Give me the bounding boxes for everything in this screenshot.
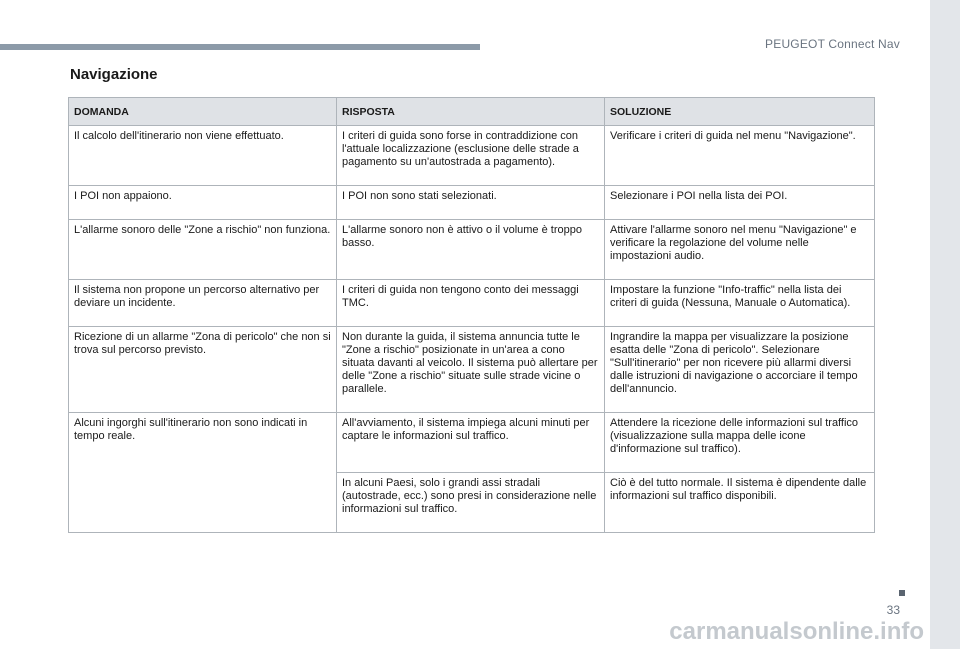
table-row [69,327,875,413]
brand-label: PEUGEOT Connect Nav [765,37,900,51]
answer-cell: All'avviamento, il sistema impiega alcuni minuti per captare le informazioni sul traffico. [337,413,605,473]
solution-cell: Attivare l'allarme sonoro nel menu "Navigazione" e verificare la regolazione del volume nelle impostazioni audio. [605,220,875,280]
page-number: 33 [886,603,900,617]
table-row [69,220,875,280]
header-rule [0,44,480,50]
question-cell: L'allarme sonoro delle "Zone a rischio" non funziona. [69,220,337,280]
answer-cell: In alcuni Paesi, solo i grandi assi stradali (autostrade, ecc.) sono presi in considerazione nelle informazioni sul traffico. [337,473,605,533]
troubleshooting-table [68,97,875,533]
question-cell: Alcuni ingorghi sull'itinerario non sono indicati in tempo reale. [69,413,337,473]
table-row [69,473,875,533]
table-row [69,186,875,220]
question-cell: I POI non appaiono. [69,186,337,220]
watermark: carmanualsonline.info [669,618,924,645]
column-header-question: DOMANDA [69,98,337,126]
answer-cell: I criteri di guida non tengono conto dei messaggi TMC. [337,280,605,327]
section-marker-icon [899,590,905,596]
question-cell: Il sistema non propone un percorso alternativo per deviare un incidente. [69,280,337,327]
table-header-row [69,98,875,126]
answer-cell: I POI non sono stati selezionati. [337,186,605,220]
table-row [69,413,875,473]
table-row [69,280,875,327]
answer-cell: L'allarme sonoro non è attivo o il volume è troppo basso. [337,220,605,280]
section-title: Navigazione [70,66,158,83]
answer-cell: I criteri di guida sono forse in contraddizione con l'attuale localizzazione (esclusione delle strade a pagamento su un'autostrada a pagamento). [337,126,605,186]
solution-cell: Selezionare i POI nella lista dei POI. [605,186,875,220]
solution-cell: Ingrandire la mappa per visualizzare la posizione esatta delle "Zona di pericolo". Selezionare "Sull'itinerario" per non ricevere più allarmi diversi dalle istruzioni di navigazione o accorciare il tempo dell'annuncio. [605,327,875,413]
table-row [69,126,875,186]
question-cell: Ricezione di un allarme "Zona di pericolo" che non si trova sul percorso previsto. [69,327,337,413]
solution-cell: Attendere la ricezione delle informazioni sul traffico (visualizzazione sulla mappa delle icone d'informazione sul traffico). [605,413,875,473]
page-edge-strip [930,0,960,649]
question-cell [69,473,337,533]
question-cell: Il calcolo dell'itinerario non viene effettuato. [69,126,337,186]
solution-cell: Verificare i criteri di guida nel menu "Navigazione". [605,126,875,186]
answer-cell: Non durante la guida, il sistema annuncia tutte le "Zone a rischio" posizionate in un'area a cono situata davanti al veicolo. Il sistema può allertare per delle "Zone a rischio" situate sulle strade vicine o parallele. [337,327,605,413]
solution-cell: Ciò è del tutto normale. Il sistema è dipendente dalle informazioni sul traffico disponibili. [605,473,875,533]
solution-cell: Impostare la funzione "Info-traffic" nella lista dei criteri di guida (Nessuna, Manuale o Automatica). [605,280,875,327]
column-header-solution: SOLUZIONE [605,98,875,126]
column-header-answer: RISPOSTA [337,98,605,126]
